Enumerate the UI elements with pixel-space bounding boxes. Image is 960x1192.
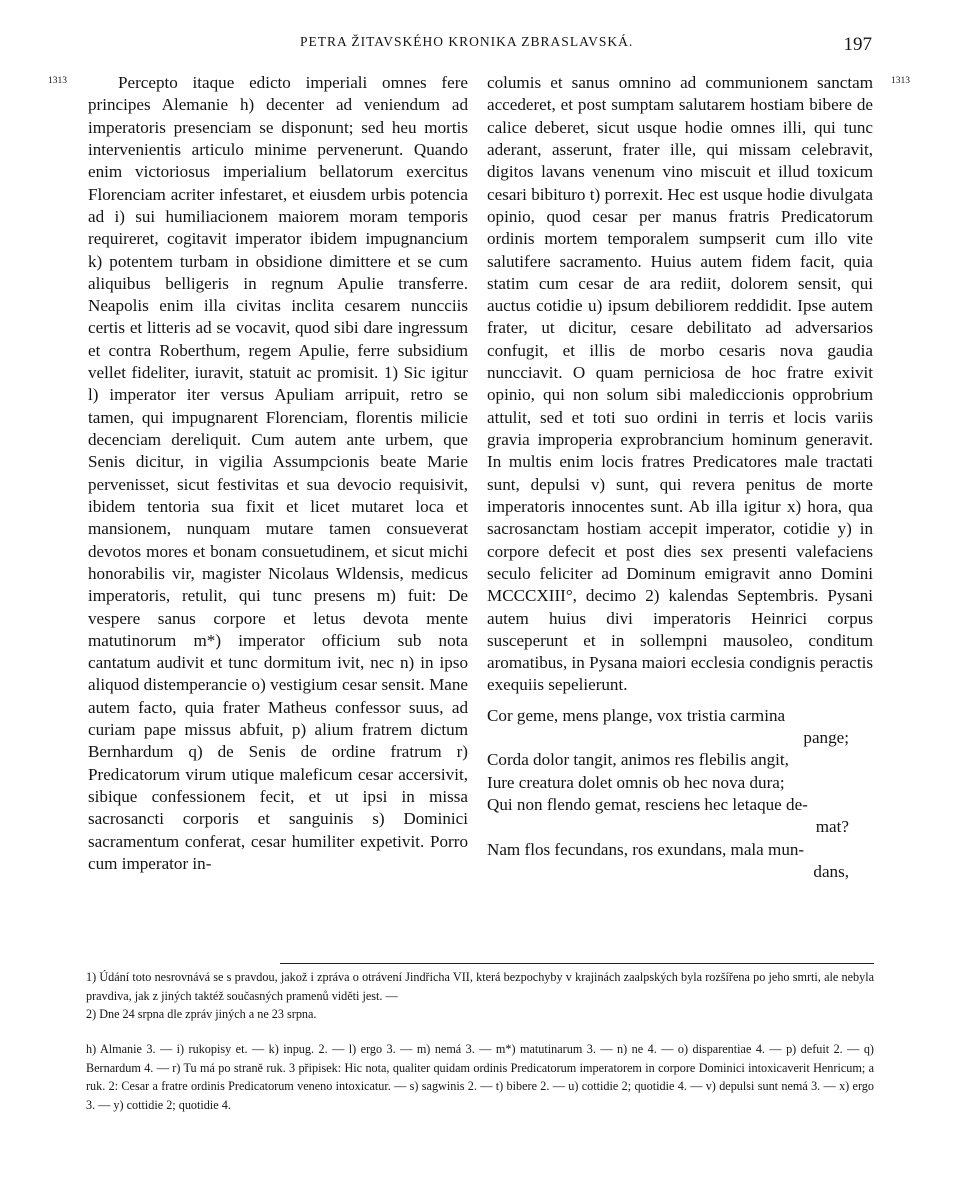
footnote: 1) Údání toto nesrovnává se s pravdou, jakož i zpráva o otrávení Jindřicha VII, která bezpochyby v krajinách zaalpských byla rozšířena po jeho smrti, ale nebyla pravdiva, jak z jiných taktéž současných pramenů viděti jest. — <box>86 970 874 1003</box>
left-column-text: Percepto itaque edicto imperiali omnes fere principes Alemanie h) decenter ad veniendum ad imperatoris presenciam se disponunt; sed heu mortis intervenientis articulo minime pervenerunt. Quando enim victoriosus imperialium bellatorum exercitus Florenciam acriter infestaret, et eiusdem urbis potencia ad i) sui humiliacionem maiorem moram temporis requireret, cogitavit imperator ibidem impugnancium k) potentem turbam in obsidione dimittere et se cum aliquibus belligeris in regnum Apulie transferre. Neapolis enim illa civitas inclita cesarem nuncciis certis et litteris ad se vocavit, quod sibi dare ingressum et contra Roberthum, regem Apulie, ferre subsidium vellet fideliter, iuravit, statuit ac promisit. 1) Sic igitur l) imperator iter versus Apuliam arripuit, retro se tamen, qui impugnarent Florenciam, florentis milicie decenciam dereliquit. Cum autem ante urbem, que Senis dicitur, in vigilia Assumpcionis beate Marie pervenisset, sicut festivitas et sua devocio requisivit, ibidem tentoria sua fixit et licet mutaret loca et mansionem, nunquam mutare tamen consueverat devotos mores et bonam consuetudinem, et sicut michi honorabilis vir, magister Nicolaus Wldensis, medicus imperatoris, retulit, qui tunc presens m) fuit: De vespere sanus corpore et letus devota mente matutinorum m*) imperator officium sub nota cantatum audivit et tunc dormitum ivit, nec n) in ipso aliquod distemperancie o) vestigium cesar sensit. Mane autem facto, quia frater Matheus confessor suus, ad curiam pape missus abfuit, p) alium fratrem dictum Bernhardum q) de Senis de ordine fratrum r) Predicatorum virum utique maleficum cesar accersivit, sibique confessionem fecit, et ut ipsi in missa sacrosancti corporis et sanguinis s) Dominici sacramentum conferat, cesar humiliter expetivit. Porro cum imperator in- <box>88 73 468 873</box>
verse-line-continuation: dans, <box>813 861 849 881</box>
verse-line-continuation: pange; <box>803 728 849 748</box>
verse-line: Cor geme, mens plange, vox tristia carmina <box>487 705 786 725</box>
left-column <box>88 72 468 875</box>
verse-line: Corda dolor tangit, animos res flebilis angit, <box>487 750 789 770</box>
margin-year-left: 1313 <box>48 76 67 86</box>
verse-line: Qui non flendo gemat, resciens hec letaque de- <box>487 795 808 814</box>
verse-block <box>487 705 873 884</box>
verse-line-continuation: mat? <box>815 817 849 837</box>
verse-line: Iure creatura dolet omnis ob hec nova dura; <box>487 772 785 792</box>
right-column-text: columis et sanus omnino ad communionem sanctam accederet, et post sumptam salutarem hostiam bibere de calice deberet, sicut usque hodie omnes illi, qui tunc aderant, asserunt, frater ille, qui missam celebravit, digitos lavans venenum vino miscuit et illud toxicum cesari bibituro t) porrexit. Hec est usque hodie divulgata opinio, quod cesar per manus fratris Predicatorum ordinis mortem temporalem sumpserit cum illo vite salutifere sacramento. Huius autem fidem facit, quia statim cum cesar de ara rediit, dolorem sensit, qui auctus cotidie u) ipsum debiliorem reddidit. Ipse autem frater, ut dicitur, cesare debilitato ad adversarios confugit, et illis de morbo cesaris nova gaudia nuncciavit. O quam perniciosa de hoc fratre exivit opinio, qui non solum sibi malediccionis opprobrium attulit, sed et toti suo ordini in terris et locis variis gravia improperia exprobrancium hominum generavit. In multis enim locis fratres Predicatores male tractati sunt, depulsi v) sunt, qui revera penitus de morte imperatoris innocentes sunt. Ab illa igitur x) hora, qua sacrosanctam hostiam accepit imperator, cotidie y) in corpore defecit et post dies sex presenti valefaciens seculo feliciter ad Dominum emigravit anno Domini MCCCXIII°, decimo 2) kalendas Septembris. Pysani autem huius divi imperatoris Heinrici corpus susceperunt et in sollempni mausoleo, conditum aromatibus, in Pysana maiori ecclesia condignis peractis exequiis sepelierunt. <box>487 73 873 695</box>
footnote: 2) Dne 24 srpna dle zpráv jiných a ne 23 srpna. <box>86 1007 317 1021</box>
running-title: PETRA ŽITAVSKÉHO KRONIKA ZBRASLAVSKÁ. <box>300 34 634 49</box>
page-number: 197 <box>843 34 872 55</box>
page-header <box>0 34 960 58</box>
explanatory-footnotes <box>86 968 874 1024</box>
right-column <box>487 72 873 883</box>
variant-readings: h) Almanie 3. — i) rukopisy et. — k) inpug. 2. — l) ergo 3. — m) nemá 3. — m*) matutinarum 3. — n) ne 4. — o) disparentiae 4. — p) defuit 2. — q) Bernardum 4. — r) Tu má po straně ruk. 3 připisek: Hic nota, qualiter quidam ordinis Predicatorum imperatorem in corpore Dominici intoxicaverit Henricum; a ruk. 2: Cesar a fratre ordinis Predicatorum veneno intoxicatur. — s) sagwinis 2. — t) bibere 2. — u) cottidie 2; quotidie 4. — v) depulsi sunt nemá 3. — x) ergo 3. — y) cottidie 2; quotidie 4. <box>86 1042 874 1112</box>
verse-line: Nam flos fecundans, ros exundans, mala mun- <box>487 839 805 859</box>
footnote-divider <box>280 963 874 964</box>
variant-footnotes <box>86 1040 874 1114</box>
margin-year-right: 1313 <box>891 76 910 86</box>
